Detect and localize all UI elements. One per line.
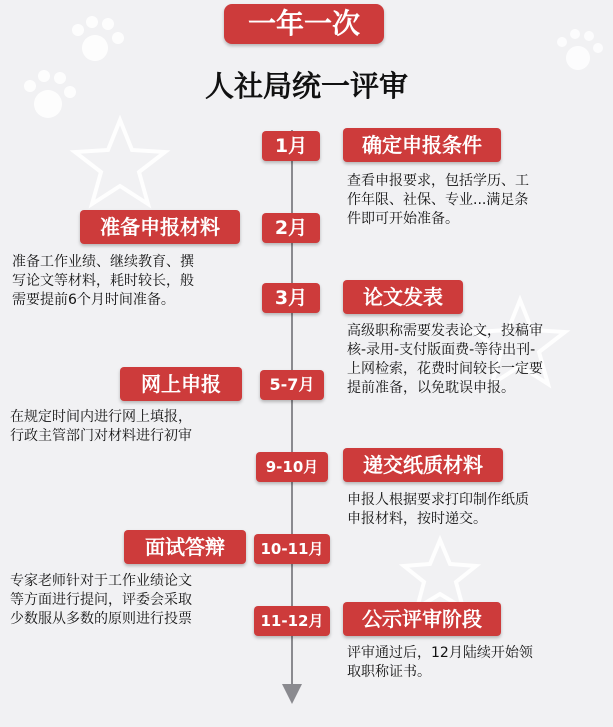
- step-description: 评审通过后，12月陆续开始领 取职称证书。: [347, 645, 533, 680]
- step-description: 专家老师针对于工作业绩论文 等方面进行提问，评委会采取 少数服从多数的原则进行投票: [10, 573, 192, 627]
- month-badge: 9-10月: [256, 452, 328, 482]
- month-badge: 5-7月: [260, 370, 324, 400]
- star-outline-icon: [75, 120, 165, 204]
- step-title: 准备申报材料: [80, 210, 240, 244]
- month-badge: 10-11月: [254, 534, 330, 564]
- step-description: 在规定时间内进行网上填报， 行政主管部门对材料进行初审: [10, 409, 192, 444]
- step-description: 查看申报要求，包括学历、工 作年限、社保、专业...满足条 件即可开始准备。: [347, 173, 529, 227]
- step-title: 递交纸质材料: [343, 448, 503, 482]
- step-description: 申报人根据要求打印制作纸质 申报材料，按时递交。: [347, 492, 529, 527]
- step-description: 高级职称需要发表论文，投稿审 核-录用-支付版面费-等待出刊- 上网检索，花费时间较长一定要 提前准备，以免耽误申报。: [347, 323, 543, 396]
- month-badge: 3月: [262, 283, 320, 313]
- month-badge: 11-12月: [254, 606, 330, 636]
- arrow-down-icon: [282, 684, 302, 704]
- paw-icon: [72, 16, 124, 61]
- step-title: 确定申报条件: [343, 128, 501, 162]
- step-title: 公示评审阶段: [343, 602, 501, 636]
- step-description: 准备工作业绩、继续教育、撰 写论文等材料，耗时较长，般 需要提前6个月时间准备。: [12, 254, 194, 308]
- header-badge: 一年一次: [224, 4, 384, 44]
- step-title: 网上申报: [120, 367, 242, 401]
- step-title: 论文发表: [343, 280, 463, 314]
- step-title: 面试答辩: [124, 530, 246, 564]
- star-outline-icon: [404, 540, 476, 608]
- month-badge: 1月: [262, 131, 320, 161]
- month-badge: 2月: [262, 213, 320, 243]
- page-title: 人社局统一评审: [204, 69, 408, 103]
